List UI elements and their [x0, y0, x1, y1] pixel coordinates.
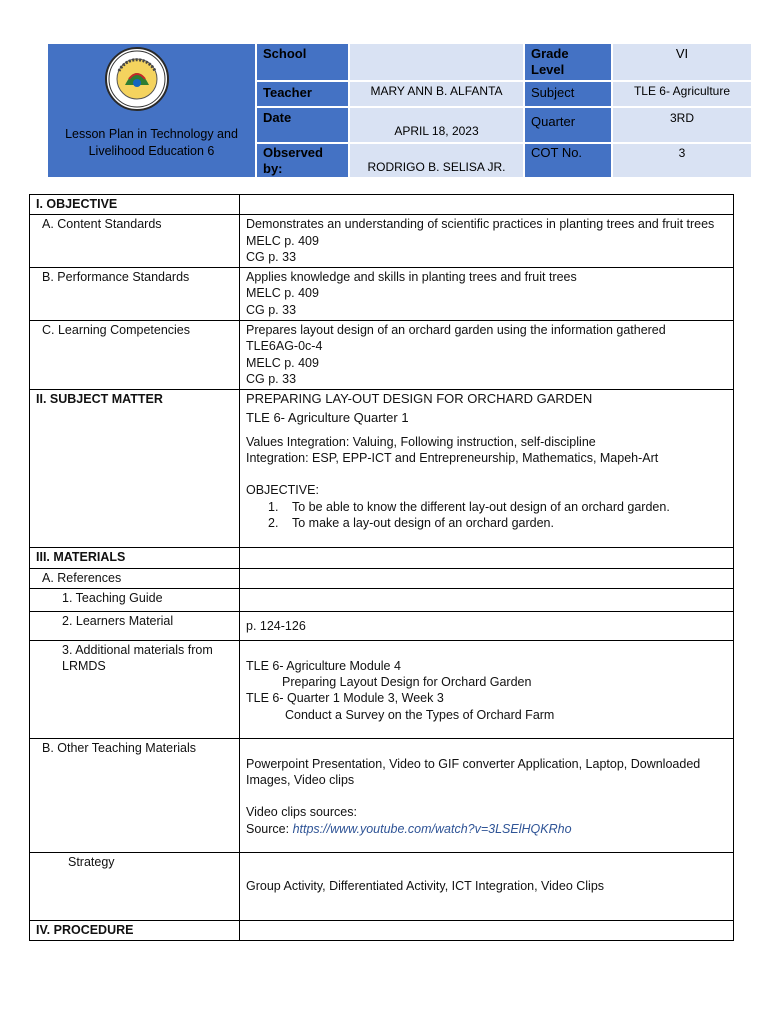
table-row	[30, 268, 734, 321]
cot-no-label	[525, 144, 611, 177]
content-standards-line: Demonstrates an understanding of scientific practices in planting trees and fruit trees MELC p. 409	[246, 217, 715, 248]
observed-by-label	[257, 144, 348, 177]
video-source-link[interactable]: https://www.youtube.com/watch?v=3LSElHQKRho	[292, 821, 572, 836]
learners-material-value	[240, 611, 734, 640]
lesson-plan-table	[29, 194, 734, 941]
grade-level-label	[525, 44, 611, 80]
table-row	[30, 640, 734, 738]
teacher-value	[350, 82, 523, 106]
objective-item-text: To be able to know the different lay-out design of an orchard garden.	[292, 499, 670, 514]
performance-standards-value	[240, 268, 734, 321]
table-row	[30, 852, 734, 920]
lesson-title: Lesson Plan in Technology and Livelihood Education 6	[65, 127, 238, 158]
learning-competencies-line: TLE6AG-0c-4	[246, 339, 323, 354]
performance-standards-label: B. Performance Standards	[30, 268, 240, 321]
table-row	[30, 548, 734, 568]
teaching-guide-value	[240, 588, 734, 611]
lesson-plan-header	[48, 44, 751, 177]
school-seal-logo	[105, 47, 169, 111]
spacer	[246, 740, 727, 756]
teacher-label-text: Teacher	[263, 85, 312, 100]
learners-material-text: p. 124-126	[246, 618, 306, 633]
observed-by-value	[350, 144, 523, 177]
date-label-text: Date	[263, 110, 292, 125]
subject-label	[525, 82, 611, 106]
subject-matter-heading: II. SUBJECT MATTER	[30, 390, 240, 548]
school-seal-icon	[107, 49, 167, 109]
objective-item-text: To make a lay-out design of an orchard garden.	[292, 516, 554, 531]
references-value	[240, 568, 734, 588]
school-value	[350, 44, 523, 80]
content-standards-line: CG p. 33	[246, 249, 297, 264]
school-label-text: School	[263, 46, 307, 61]
grade-level-label-text: Grade Level	[531, 46, 569, 77]
values-integration: Values Integration: Valuing, Following instruction, self-discipline	[246, 434, 596, 449]
spacer	[246, 466, 727, 482]
objective-item	[246, 515, 727, 531]
subject-matter-title: PREPARING LAY-OUT DESIGN FOR ORCHARD GARDEN	[246, 391, 593, 407]
learning-competencies-line: CG p. 33	[246, 371, 297, 386]
objective-item-number: 2.	[268, 516, 279, 531]
date-value-text: APRIL 18, 2023	[394, 124, 479, 138]
quarter-value-text: 3RD	[669, 111, 694, 125]
subject-value	[613, 82, 751, 106]
subject-matter-subtitle: TLE 6- Agriculture Quarter 1	[246, 409, 409, 425]
teacher-value-text: MARY ANN B. ALFANTA	[370, 84, 503, 98]
subject-value-text: TLE 6- Agriculture	[633, 84, 731, 98]
performance-standards-line: Applies knowledge and skills in planting trees and fruit trees	[246, 270, 577, 285]
cot-no-value	[613, 144, 751, 177]
other-materials-label: B. Other Teaching Materials	[30, 738, 240, 852]
quarter-value	[613, 108, 751, 142]
procedure-heading: IV. PROCEDURE	[30, 920, 240, 940]
source-prefix: Source:	[246, 821, 293, 836]
performance-standards-line: CG p. 33	[246, 302, 297, 317]
objective-heading: I. OBJECTIVE	[30, 195, 240, 215]
subject-label-text: Subject	[531, 85, 575, 100]
table-row	[30, 611, 734, 640]
materials-heading: III. MATERIALS	[30, 548, 240, 568]
table-row	[30, 568, 734, 588]
additional-material-main: TLE 6- Agriculture Module 4	[246, 658, 401, 673]
grade-level-value	[613, 44, 751, 80]
date-value	[350, 108, 523, 142]
objective-heading-value	[240, 195, 734, 215]
additional-material-main: TLE 6- Quarter 1 Module 3, Week 3	[246, 691, 444, 706]
table-row	[30, 195, 734, 215]
table-row	[30, 390, 734, 548]
strategy-value	[240, 852, 734, 920]
observed-by-label-text: Observed by:	[263, 145, 323, 176]
spacer	[246, 426, 727, 434]
teacher-label	[257, 82, 348, 106]
additional-materials-value	[240, 640, 734, 738]
other-materials-text: Powerpoint Presentation, Video to GIF converter Application, Laptop, Downloaded Images, Video clips	[246, 756, 701, 788]
quarter-label	[525, 108, 611, 142]
school-label	[257, 44, 348, 80]
cot-no-label-text: COT No.	[531, 145, 583, 160]
date-label	[257, 108, 348, 142]
learners-material-label: 2. Learners Material	[30, 611, 240, 640]
additional-material-sub: Conduct a Survey on the Types of Orchard Farm	[285, 707, 555, 722]
table-row	[30, 215, 734, 268]
other-materials-value	[240, 738, 734, 852]
teaching-guide-label: 1. Teaching Guide	[30, 588, 240, 611]
performance-standards-line: MELC p. 409	[246, 286, 319, 301]
table-row	[30, 738, 734, 852]
table-row	[30, 588, 734, 611]
objective-item-number: 1.	[268, 499, 279, 514]
materials-heading-value	[240, 548, 734, 568]
table-row	[30, 321, 734, 390]
objective-item	[246, 499, 727, 515]
title-block	[48, 44, 255, 177]
learning-competencies-line: Prepares layout design of an orchard garden using the information gathered	[246, 323, 666, 338]
additional-material-sub: Preparing Layout Design for Orchard Garden	[282, 675, 532, 690]
table-row	[30, 920, 734, 940]
objective-label: OBJECTIVE:	[246, 483, 319, 498]
cot-no-value-text: 3	[678, 146, 686, 160]
strategy-label: Strategy	[30, 852, 240, 920]
content-standards-value	[240, 215, 734, 268]
grade-level-value-text: VI	[675, 46, 689, 61]
content-standards-label: A. Content Standards	[30, 215, 240, 268]
additional-materials-label	[30, 640, 240, 738]
integration: Integration: ESP, EPP-ICT and Entrepreneurship, Mathematics, Mapeh-Art	[246, 451, 659, 466]
subject-matter-value	[240, 390, 734, 548]
learning-competencies-label: C. Learning Competencies	[30, 321, 240, 390]
quarter-label-text: Quarter	[531, 114, 576, 129]
strategy-text: Group Activity, Differentiated Activity, ICT Integration, Video Clips	[246, 878, 605, 893]
spacer	[246, 788, 727, 804]
spacer	[246, 642, 727, 658]
learning-competencies-line: MELC p. 409	[246, 355, 319, 370]
learning-competencies-value	[240, 321, 734, 390]
references-label: A. References	[30, 568, 240, 588]
observed-by-value-text: RODRIGO B. SELISA JR.	[367, 160, 506, 174]
video-sources-label: Video clips sources:	[246, 805, 357, 820]
procedure-heading-value	[240, 920, 734, 940]
video-source-line	[246, 821, 727, 837]
additional-materials-label-text: 3. Additional materials from LRMDS	[62, 642, 213, 674]
